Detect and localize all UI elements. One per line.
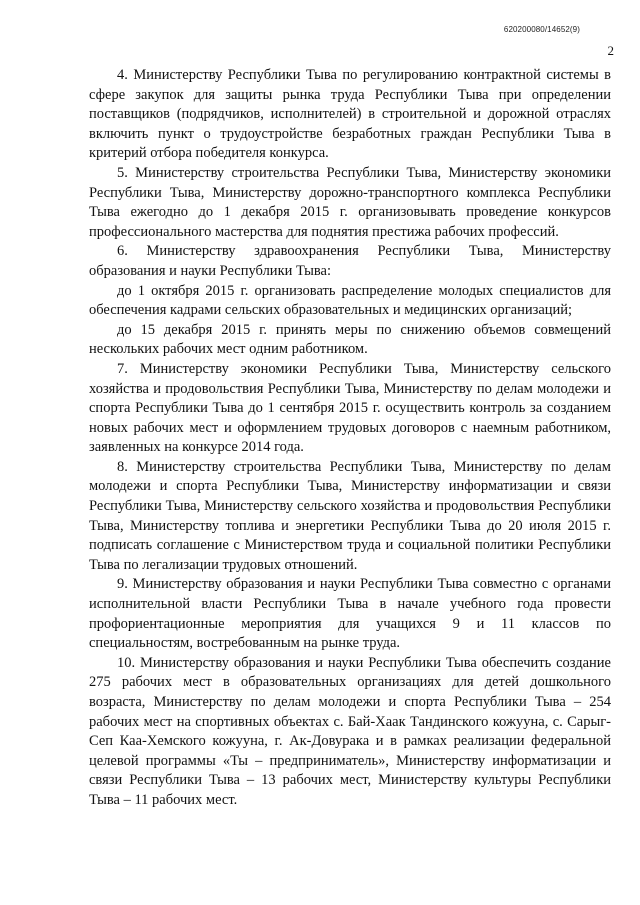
paragraph-item-6-subitem-1: до 1 октября 2015 г. организовать распределение молодых специалистов для обеспечения кадрами сельских образовательных и медицинских организаций; xyxy=(89,282,611,319)
paragraph-item-5: 5. Министерству строительства Республики Тыва, Министерству экономики Республики Тыва, Министерству дорожно-транспортного комплекса Республики Тыва ежегодно до 1 декабря 2015 г. организовывать проведение конкурсов профессионального мастерства для поднятия престижа рабочих профессий. xyxy=(89,164,611,240)
paragraph-item-8: 8. Министерству строительства Республики Тыва, Министерству по делам молодежи и спорта Республики Тыва, Министерству информатизации и связи Республики Тыва, Министерству сельского хозяйства и продовольствия Республики Тыва, Министерству топлива и энергетики Республики Тыва до 20 июля 2015 г. подписать соглашение с Министерством труда и социальной политики Республики Тыва по легализации трудовых отношений. xyxy=(89,458,611,573)
page-number: 2 xyxy=(607,43,614,58)
paragraph-item-7: 7. Министерству экономики Республики Тыва, Министерству сельского хозяйства и продовольствия Республики Тыва, Министерству по делам молодежи и спорта Республики Тыва до 1 сентября 2015 г. осуществить контроль за созданием новых рабочих мест и оформлением трудовых договоров с наемным работником, заявленных на конкурсе 2014 года. xyxy=(89,360,611,456)
paragraph-item-6-subitem-2: до 15 декабря 2015 г. принять меры по снижению объемов совмещений нескольких рабочих мест одним работником. xyxy=(89,321,611,358)
document-code: 620200080/14652(9) xyxy=(503,25,580,34)
document-body xyxy=(89,66,611,811)
paragraph-item-6: 6. Министерству здравоохранения Республики Тыва, Министерству образования и науки Республики Тыва: xyxy=(89,243,611,279)
paragraph-item-4: 4. Министерству Республики Тыва по регулированию контрактной системы в сфере закупок для защиты рынка труда Республики Тыва при определении поставщиков (подрядчиков, исполнителей) в строительной и дорожной отраслях включить пункт о трудоустройстве безработных граждан Республики Тыва в критерий отбора победителя конкурса. xyxy=(89,67,611,162)
paragraph-item-9: 9. Министерству образования и науки Республики Тыва совместно с органами исполнительной власти Республики Тыва в начале учебного года провести профориентационные мероприятия для учащихся 9 и 11 классов по специальностям, востребованным на рынке труда. xyxy=(89,576,611,652)
paragraph-item-10: 10. Министерству образования и науки Республики Тыва обеспечить создание 275 рабочих мест в образовательных организациях для детей дошкольного возраста, Министерству по делам молодежи и спорта Республики Тыва – 254 рабочих мест на спортивных объектах с. Бай-Хаак Тандинского кожууна, с. Сарыг-Сеп Каа-Хемского кожууна, г. Ак-Довурака и в рамках реализации федеральной целевой программы «Ты – предприниматель», Министерству информатизации и связи Республики Тыва – 13 рабочих мест, Министерству культуры Республики Тыва – 11 рабочих мест. xyxy=(89,654,611,808)
